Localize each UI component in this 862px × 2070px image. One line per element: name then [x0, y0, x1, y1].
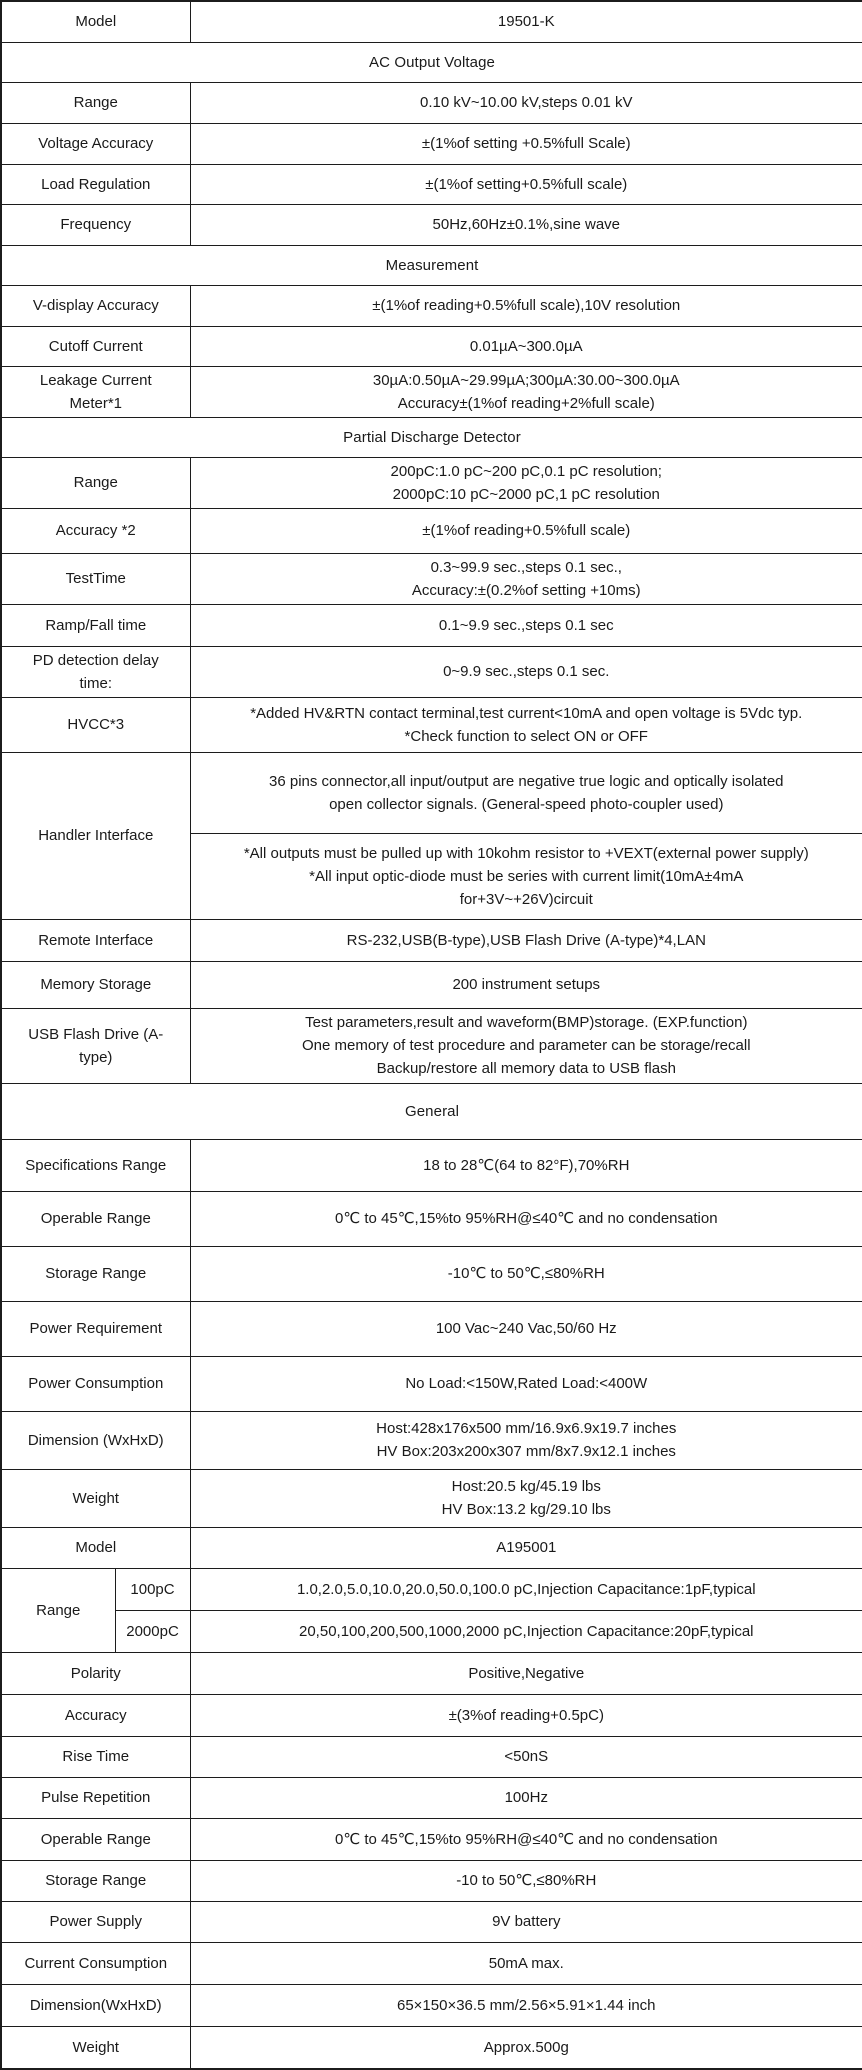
text-line: Remote Interface	[38, 931, 154, 949]
text-line: Pulse Repetition	[41, 1789, 151, 1806]
row-label	[1, 1469, 190, 1527]
table-row	[1, 553, 862, 604]
table-row	[1, 1694, 862, 1736]
table-row	[1, 961, 862, 1008]
row-label	[1, 82, 190, 123]
text-line: 1.0,2.0,5.0,10.0,20.0,50.0,100.0 pC,Injection Capacitance:1pF,typical	[296, 1580, 756, 1598]
row-label	[1, 646, 190, 697]
row-value	[190, 1610, 862, 1652]
section-header: AC Output Voltage	[1, 42, 862, 82]
table-row	[1, 1942, 862, 1984]
table-row	[1, 646, 862, 697]
row-value	[190, 1694, 862, 1736]
text-line: 50Hz,60Hz±0.1%,sine wave	[432, 216, 621, 233]
row-label	[1, 204, 190, 245]
table-row	[1, 1610, 862, 1652]
row-value	[190, 457, 862, 508]
section-header: General	[1, 1083, 862, 1139]
row-value	[190, 2026, 862, 2069]
text-line: Storage Range	[45, 1872, 147, 1889]
text-line: for+3V~+26V)circuit	[459, 890, 593, 908]
text-line: 36 pins connector,all input/output are negative true logic and optically isolated	[269, 772, 784, 790]
row-label	[1, 1139, 190, 1191]
table-row	[1, 457, 862, 508]
text-line: -10 to 50℃,≤80%RH	[456, 1872, 597, 1889]
row-label	[1, 1901, 190, 1942]
text-line: Power Supply	[49, 1913, 143, 1930]
row-value	[190, 82, 862, 123]
text-line: TestTime	[65, 570, 126, 587]
row-label	[1, 1777, 190, 1818]
text-line: Host:428x176x500 mm/16.9x6.9x19.7 inches	[376, 1420, 677, 1437]
text-line: HVCC*3	[67, 716, 125, 733]
text-line: ±(1%of setting +0.5%full Scale)	[421, 135, 631, 152]
text-line: Dimension (WxHxD)	[27, 1431, 164, 1449]
text-line: time:	[79, 674, 113, 692]
text-line: Operable Range	[40, 1830, 151, 1848]
section-row	[1, 42, 862, 82]
row-value	[190, 1191, 862, 1246]
text-line: <50nS	[504, 1748, 549, 1765]
row-label	[1, 1942, 190, 1984]
section-header: Measurement	[1, 245, 862, 285]
text-line: Weight	[72, 2038, 119, 2056]
text-line: 0℃ to 45℃,15%to 95%RH@≤40℃ and no condensation	[334, 1210, 718, 1227]
row-value	[190, 1860, 862, 1901]
text-line: 0.01µA~300.0µA	[469, 337, 583, 355]
text-line: No Load:<150W,Rated Load:<400W	[405, 1375, 648, 1392]
row-value	[190, 1246, 862, 1301]
text-line: -10℃ to 50℃,≤80%RH	[447, 1265, 605, 1282]
text-line: 65×150×36.5 mm/2.56×5.91×1.44 inch	[396, 1996, 656, 2014]
table-row	[1, 508, 862, 553]
row-value	[190, 961, 862, 1008]
text-line: 50mA max.	[488, 1954, 564, 1972]
row-value	[190, 1818, 862, 1860]
text-line: Specifications Range	[25, 1156, 167, 1174]
table-row	[1, 1527, 862, 1568]
row-value	[190, 752, 862, 833]
row-value	[190, 1527, 862, 1568]
row-label	[1, 1984, 190, 2026]
row-label	[1, 752, 190, 919]
row-label	[1, 1301, 190, 1356]
row-label	[1, 1246, 190, 1301]
text-line: Range	[73, 94, 118, 111]
text-line: *Check function to select ON or OFF	[404, 727, 648, 745]
text-line: ±(3%of reading+0.5pC)	[448, 1706, 604, 1724]
row-label	[1, 123, 190, 164]
text-line: Dimension(WxHxD)	[29, 1996, 162, 2014]
row-value	[190, 204, 862, 245]
text-line: 0~9.9 sec.,steps 0.1 sec.	[443, 663, 610, 680]
text-line: Voltage Accuracy	[38, 135, 154, 152]
table-row	[1, 326, 862, 366]
row-label	[1, 1527, 190, 1568]
row-value	[190, 1652, 862, 1694]
row-value	[190, 123, 862, 164]
table-row	[1, 1301, 862, 1356]
section-header: Partial Discharge Detector	[1, 417, 862, 457]
text-line: Leakage Current	[39, 371, 152, 389]
row-label	[1, 1736, 190, 1777]
row-value	[190, 1469, 862, 1527]
table-row	[1, 204, 862, 245]
table-row	[1, 164, 862, 204]
section-row	[1, 245, 862, 285]
text-line: Cutoff Current	[48, 337, 143, 355]
table-row	[1, 1652, 862, 1694]
row-value	[190, 1777, 862, 1818]
row-label	[1, 553, 190, 604]
table-row	[1, 2026, 862, 2069]
text-line: ±(1%of setting+0.5%full scale)	[425, 175, 628, 193]
text-line: type)	[79, 1048, 113, 1066]
table-row	[1, 1246, 862, 1301]
table-row	[1, 123, 862, 164]
text-line: One memory of test procedure and parameter can be storage/recall	[301, 1037, 751, 1054]
row-label	[1, 285, 190, 326]
text-line: Model	[75, 13, 117, 31]
row-label	[1, 1694, 190, 1736]
table-row	[1, 604, 862, 646]
text-line: 200 instrument setups	[452, 976, 601, 993]
text-line: PD detection delay	[32, 651, 159, 669]
text-line: Approx.500g	[483, 2038, 569, 2056]
row-label	[1, 326, 190, 366]
table-row	[1, 919, 862, 961]
text-line: Power Requirement	[29, 1320, 163, 1337]
table-row	[1, 697, 862, 752]
row-value	[190, 1139, 862, 1191]
row-label	[1, 1818, 190, 1860]
text-line: Accuracy *2	[55, 522, 136, 539]
row-label	[1, 1, 190, 42]
section-row	[1, 417, 862, 457]
text-line: Weight	[72, 1489, 119, 1507]
row-value	[190, 1901, 862, 1942]
row-value	[190, 833, 862, 919]
text-line: Accuracy:±(0.2%of setting +10ms)	[411, 581, 641, 599]
table-row	[1, 1139, 862, 1191]
text-line: 0.1~9.9 sec.,steps 0.1 sec	[438, 616, 614, 634]
text-line: V-display Accuracy	[32, 297, 159, 314]
row-value	[190, 164, 862, 204]
text-line: Meter*1	[69, 394, 123, 412]
row-value	[190, 697, 862, 752]
text-line: Test parameters,result and waveform(BMP)storage. (EXP.function)	[305, 1014, 748, 1031]
text-line: HV Box:13.2 kg/29.10 lbs	[441, 1501, 611, 1518]
row-label	[1, 457, 190, 508]
row-label	[1, 164, 190, 204]
row-value	[190, 1, 862, 42]
text-line: 18 to 28℃(64 to 82°F),70%RH	[423, 1156, 630, 1174]
table-row	[1, 285, 862, 326]
row-label	[1, 961, 190, 1008]
table-row	[1, 1, 862, 42]
row-value	[190, 919, 862, 961]
row-value	[190, 604, 862, 646]
table-row	[1, 366, 862, 417]
row-label	[1, 508, 190, 553]
table-row	[1, 1984, 862, 2026]
text-line: Model	[75, 1539, 117, 1556]
section-row	[1, 1083, 862, 1139]
row-label	[1, 697, 190, 752]
text-line: A195001	[496, 1539, 557, 1556]
row-value	[190, 646, 862, 697]
row-label	[1, 1356, 190, 1411]
text-line: Rise Time	[62, 1748, 130, 1765]
text-line: Current Consumption	[24, 1954, 168, 1972]
text-line: 30µA:0.50µA~29.99µA;300µA:30.00~300.0µA	[372, 371, 680, 389]
text-line: Positive,Negative	[468, 1664, 585, 1682]
row-value	[190, 1984, 862, 2026]
text-line: Accuracy	[64, 1706, 127, 1724]
text-line: Backup/restore all memory data to USB flash	[376, 1060, 676, 1077]
text-line: 2000pC:10 pC~2000 pC,1 pC resolution	[392, 485, 660, 503]
text-line: *All outputs must be pulled up with 10kohm resistor to +VEXT(external power supply)	[243, 844, 809, 862]
text-line: Operable Range	[40, 1210, 151, 1227]
table-row	[1, 1818, 862, 1860]
text-line: ±(1%of reading+0.5%full scale)	[422, 522, 631, 539]
row-label	[1, 1008, 190, 1083]
text-line: Storage Range	[45, 1265, 147, 1282]
row-label	[1, 1860, 190, 1901]
row-value	[190, 1942, 862, 1984]
text-line: 200pC:1.0 pC~200 pC,0.1 pC resolution;	[390, 462, 662, 480]
text-line: Polarity	[70, 1664, 121, 1682]
table-row	[1, 1901, 862, 1942]
row-value	[190, 1356, 862, 1411]
table-row	[1, 1008, 862, 1083]
text-line: Range	[73, 474, 118, 491]
table-row	[1, 82, 862, 123]
text-line: 19501-K	[497, 13, 555, 31]
table-row	[1, 1469, 862, 1527]
text-line: Handler Interface	[38, 827, 154, 844]
row-label	[1, 1652, 190, 1694]
row-sublabel: 2000pC	[115, 1610, 190, 1652]
text-line: 0.3~99.9 sec.,steps 0.1 sec.,	[430, 558, 622, 576]
row-label	[1, 1191, 190, 1246]
row-value	[190, 1301, 862, 1356]
text-line: Ramp/Fall time	[45, 616, 147, 634]
table-row	[1, 1568, 862, 1610]
row-value	[190, 1411, 862, 1469]
text-line: USB Flash Drive (A-	[28, 1025, 164, 1043]
row-value	[190, 1568, 862, 1610]
row-label	[1, 2026, 190, 2069]
table-row	[1, 1860, 862, 1901]
text-line: 100Hz	[504, 1789, 548, 1806]
row-sublabel: 100pC	[115, 1568, 190, 1610]
text-line: 20,50,100,200,500,1000,2000 pC,Injection Capacitance:20pF,typical	[299, 1622, 754, 1640]
row-value	[190, 366, 862, 417]
text-line: 0.10 kV~10.00 kV,steps 0.01 kV	[420, 94, 633, 111]
text-line: Load Regulation	[41, 175, 151, 193]
text-line: open collector signals. (General-speed photo-coupler used)	[329, 795, 724, 813]
table-row	[1, 752, 862, 833]
row-value	[190, 553, 862, 604]
text-line: Power Consumption	[28, 1375, 164, 1392]
row-value	[190, 508, 862, 553]
text-line: Memory Storage	[40, 976, 152, 993]
row-label	[1, 919, 190, 961]
text-line: HV Box:203x200x307 mm/8x7.9x12.1 inches	[376, 1443, 676, 1460]
text-line: RS-232,USB(B-type),USB Flash Drive (A-type)*4,LAN	[346, 931, 706, 949]
table-row	[1, 1356, 862, 1411]
text-line: ±(1%of reading+0.5%full scale),10V resolution	[372, 297, 681, 314]
spec-table-body	[1, 1, 862, 2069]
text-line: 9V battery	[492, 1913, 561, 1930]
text-line: Host:20.5 kg/45.19 lbs	[451, 1478, 601, 1495]
table-row	[1, 1777, 862, 1818]
row-value	[190, 1736, 862, 1777]
text-line: Accuracy±(1%of reading+2%full scale)	[397, 394, 655, 412]
text-line: *All input optic-diode must be series with current limit(10mA±4mA	[309, 867, 744, 885]
row-label	[1, 1411, 190, 1469]
row-label	[1, 366, 190, 417]
row-value	[190, 285, 862, 326]
table-row	[1, 1736, 862, 1777]
table-row	[1, 1191, 862, 1246]
table-row	[1, 1411, 862, 1469]
text-line: *Added HV&RTN contact terminal,test current<10mA and open voltage is 5Vdc typ.	[250, 704, 803, 722]
text-line: Frequency	[60, 216, 132, 233]
row-value	[190, 1008, 862, 1083]
row-label	[1, 604, 190, 646]
row-label: Range	[1, 1568, 115, 1652]
text-line: 100 Vac~240 Vac,50/60 Hz	[435, 1320, 617, 1337]
text-line: 0℃ to 45℃,15%to 95%RH@≤40℃ and no condensation	[334, 1830, 718, 1848]
row-value	[190, 326, 862, 366]
